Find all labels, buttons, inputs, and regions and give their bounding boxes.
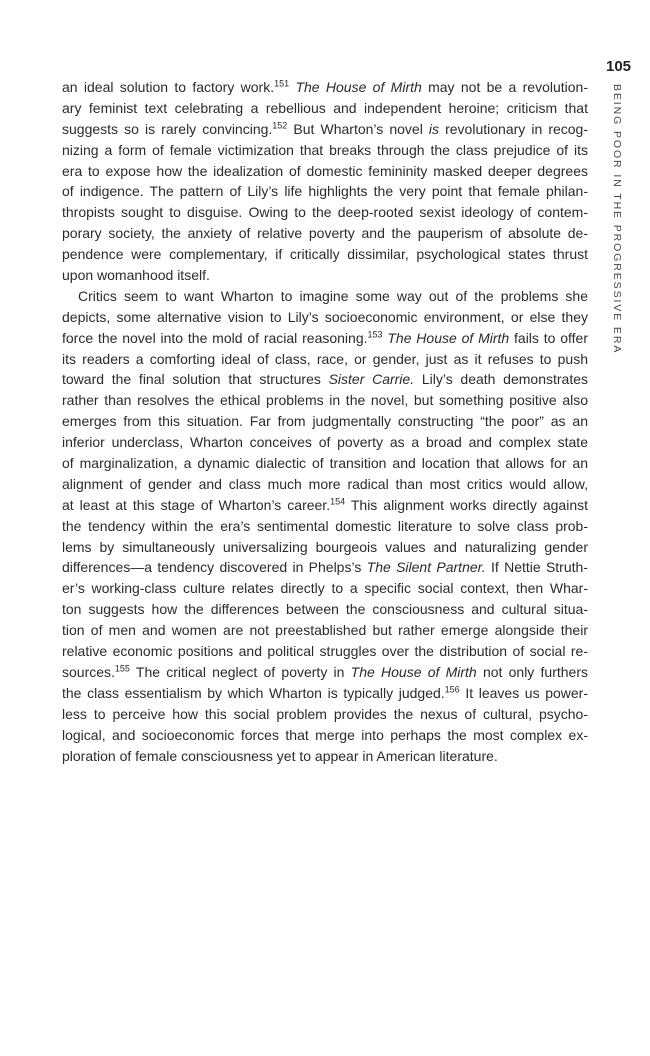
text-line (62, 599, 588, 620)
text-line (62, 453, 588, 474)
text-line (62, 495, 588, 516)
text-line (62, 328, 588, 349)
text-run: upon womanhood itself. (62, 267, 210, 284)
footnote-ref: 155 (114, 663, 130, 674)
text-line (62, 286, 588, 307)
text-line (62, 641, 588, 662)
text-line (62, 725, 588, 746)
italic-text: is (428, 120, 440, 137)
text-run: fails to offer (509, 329, 588, 346)
text-run: the class essentialism by which Wharton is typically judged. (62, 684, 445, 701)
text-run: its readers a comforting ideal of class, race, or gender, just as it refuses to push (62, 350, 588, 367)
text-run: force the novel into the mold of racial reasoning. (62, 329, 368, 346)
text-run: suggests so is rarely convincing. (62, 120, 273, 137)
text-run: ary feminist text celebrating a rebellious and independent heroine; criticism that (62, 99, 588, 116)
text-line (62, 537, 588, 558)
text-run: inferior underclass, Wharton conceives of poverty as a broad and complex state (62, 434, 588, 451)
footnote-ref: 151 (274, 78, 290, 89)
text-run: logical, and socioeconomic forces that merge into perhaps the most complex ex- (62, 726, 588, 743)
text-run: This alignment works directly against (345, 496, 588, 513)
text-line (62, 181, 588, 202)
footnote-ref: 156 (444, 684, 460, 695)
text-line (62, 516, 588, 537)
text-run: It leaves us power- (459, 684, 589, 701)
text-line (62, 77, 588, 98)
text-run: not only furthers (476, 663, 588, 680)
text-run: tion of men and women are not preestablished but rather emerge alongside their (62, 622, 588, 639)
italic-text: The Silent Partner. (366, 559, 486, 576)
text-run: may not be a revolution- (421, 79, 588, 95)
text-line (62, 307, 588, 328)
text-line (62, 390, 588, 411)
text-line (62, 683, 588, 704)
text-line (62, 140, 588, 161)
text-run: thropists sought to disguise. Owing to the deep-rooted sexist ideology of contem- (62, 204, 588, 221)
text-line (62, 704, 588, 725)
text-line (62, 119, 588, 140)
text-run: ploration of female consciousness yet to appear in American literature. (62, 747, 498, 764)
footnote-ref: 153 (367, 329, 383, 340)
text-line (62, 161, 588, 182)
text-run: nizing a form of female victimization that breaks through the class prejudice of its (62, 141, 588, 158)
text-run: alignment of gender and class much more radical than most critics would allow, (62, 475, 588, 492)
page-number: 105 (606, 58, 632, 75)
text-run: But Wharton’s novel (287, 120, 429, 137)
body-text (62, 77, 588, 766)
text-line (62, 411, 588, 432)
text-line (62, 223, 588, 244)
text-run: rather than resolves the ethical problems in the novel, but something positive also (62, 392, 588, 409)
text-run: an ideal solution to factory work. (62, 79, 275, 95)
text-line (62, 202, 588, 223)
paragraph (62, 286, 588, 766)
text-line (62, 474, 588, 495)
text-line (62, 578, 588, 599)
italic-text: The House of Mirth (350, 663, 477, 680)
text-run: less to perceive how this social problem provides the nexus of cultural, psycho- (62, 705, 588, 722)
text-line (62, 746, 588, 767)
text-run: Critics seem to want Wharton to imagine some way out of the problems she (78, 287, 588, 304)
italic-text: The House of Mirth (387, 329, 510, 346)
text-line (62, 557, 588, 578)
text-line (62, 620, 588, 641)
text-run: If Nettie Struth- (485, 559, 588, 576)
text-run: era to expose how the idealization of domestic femininity masked deeper degrees (62, 162, 588, 179)
text-run: of marginalization, a dynamic dialectic of transition and location that allows for an (62, 455, 588, 472)
text-run: toward the final solution that structures (62, 371, 329, 388)
paragraph (62, 77, 588, 286)
text-run: porary society, the anxiety of relative poverty and the pauperism of absolute de- (62, 225, 588, 242)
text-run: the tendency within the era’s sentimental domestic literature to solve class prob- (62, 517, 588, 534)
footnote-ref: 152 (272, 120, 288, 131)
text-run: revolutionary in recog- (439, 120, 588, 137)
footnote-ref: 154 (330, 496, 346, 507)
text-run: The critical neglect of poverty in (129, 663, 351, 680)
text-run: pendence were complementary, if critically dissimilar, psychological states thrust (62, 246, 588, 263)
text-run: ton suggests how the differences between the consciousness and cultural situa- (62, 601, 588, 618)
italic-text: Sister Carrie. (328, 371, 415, 388)
running-head: BEING POOR IN THE PROGRESSIVE ERA (611, 84, 623, 355)
text-run: emerges from this situation. Far from judgmentally constructing “the poor” as an (62, 413, 588, 430)
text-line (62, 349, 588, 370)
text-run: differences—a tendency discovered in Phelps’s (62, 559, 367, 576)
text-run: at least at this stage of Wharton’s career. (62, 496, 331, 513)
text-run: of indigence. The pattern of Lily’s life highlights the very point that female philan- (62, 183, 588, 200)
text-run: Lily’s death demonstrates (414, 371, 589, 388)
text-run: sources. (62, 663, 115, 680)
text-line (62, 662, 588, 683)
text-line (62, 265, 588, 286)
text-run: er’s working-class culture relates directly to a specific social context, then Whar- (62, 580, 588, 597)
text-run: depicts, some alternative vision to Lily’s socioeconomic environment, or else they (62, 308, 588, 325)
text-line (62, 369, 588, 390)
text-run: relative economic positions and political struggles over the distribution of social re- (62, 643, 588, 660)
text-run: lems by simultaneously universalizing bourgeois values and naturalizing gender (62, 538, 588, 555)
text-line (62, 98, 588, 119)
text-line (62, 432, 588, 453)
italic-text: The House of Mirth (295, 79, 422, 95)
text-line (62, 244, 588, 265)
